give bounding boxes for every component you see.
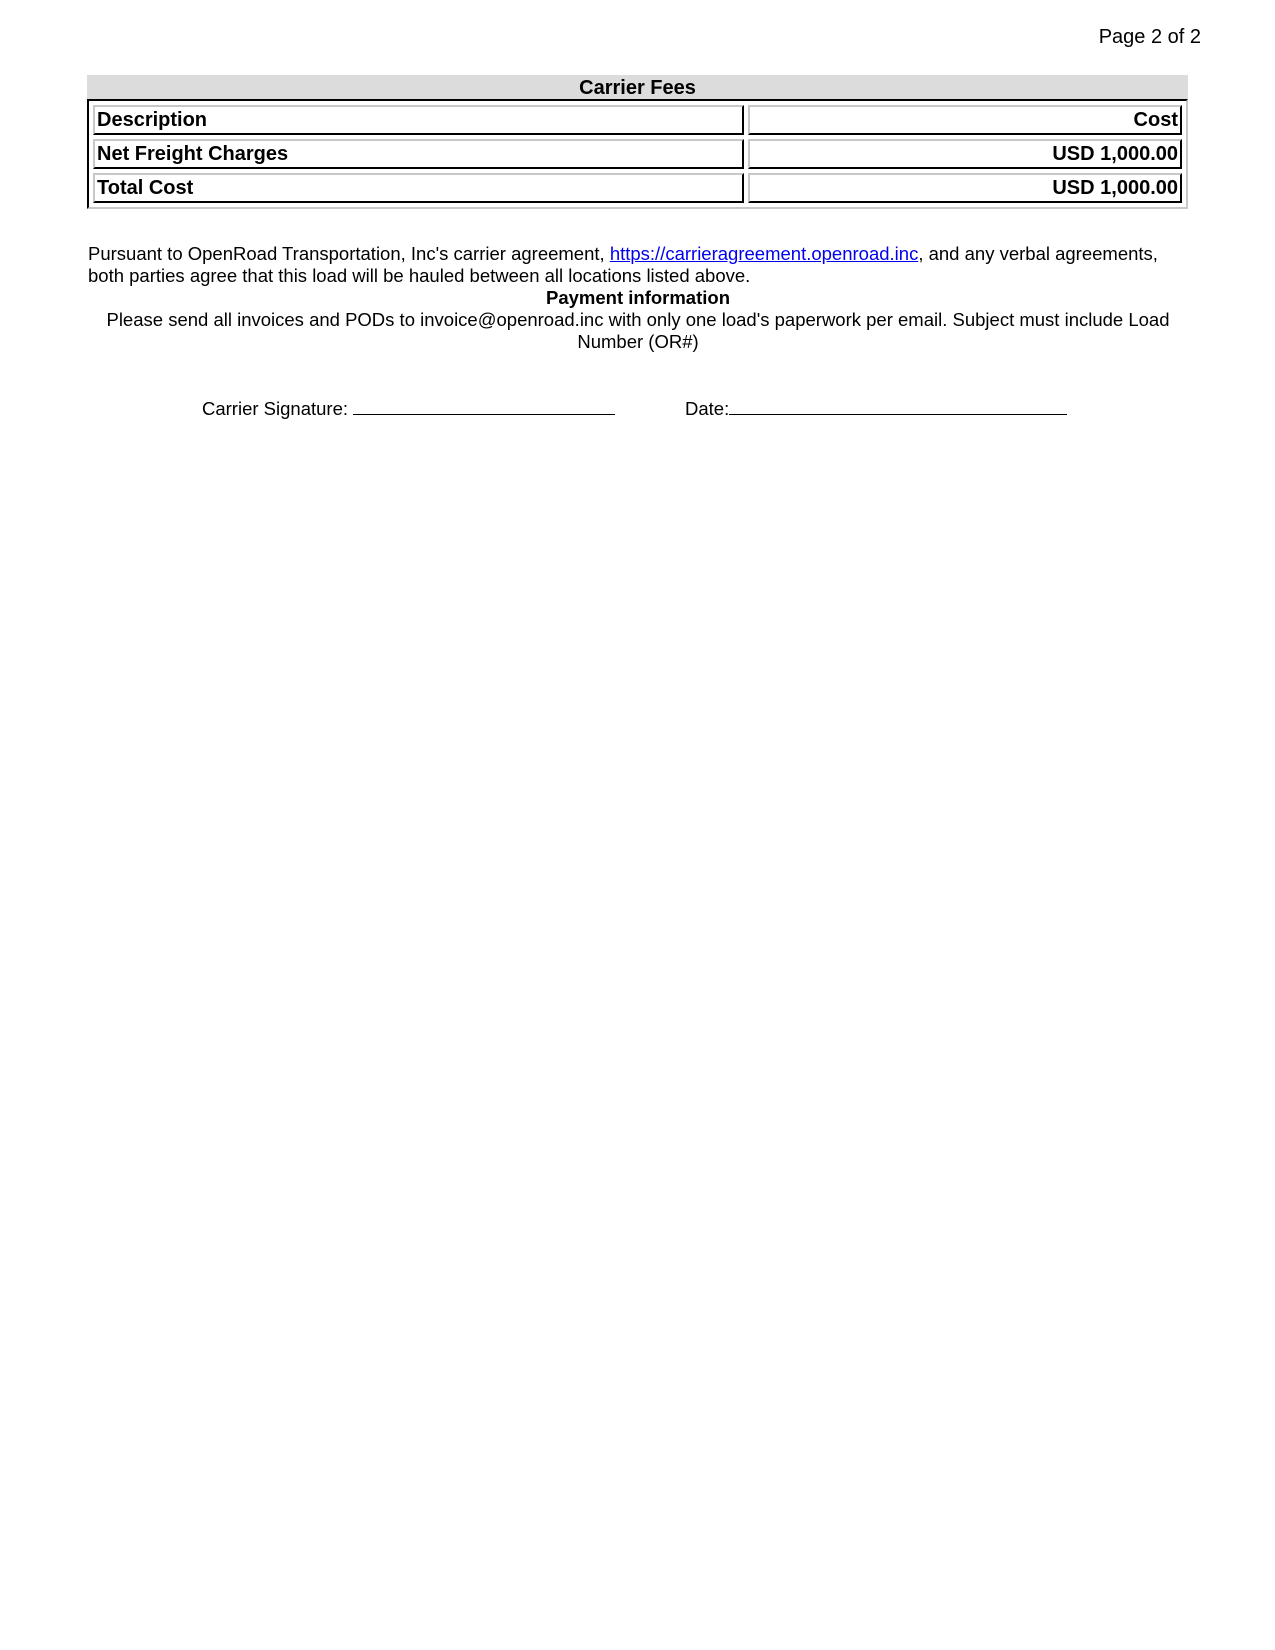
table-row xyxy=(93,139,1182,169)
header-description: Description xyxy=(93,105,744,135)
carrier-fees-table xyxy=(87,99,1188,209)
row-description: Total Cost xyxy=(93,173,744,203)
carrier-fees-section xyxy=(87,75,1188,209)
date-label: Date: xyxy=(685,398,730,419)
date-line xyxy=(685,396,1067,420)
row-description: Net Freight Charges xyxy=(93,139,744,169)
carrier-agreement-link[interactable]: https://carrieragreement.openroad.inc xyxy=(609,243,919,264)
table-row xyxy=(93,173,1182,203)
header-cost: Cost xyxy=(748,105,1182,135)
date-blank xyxy=(729,396,1067,415)
agreement-text-before: Pursuant to OpenRoad Transportation, Inc's carrier agreement, xyxy=(88,243,610,264)
row-cost: USD 1,000.00 xyxy=(748,173,1182,203)
payment-heading: Payment information xyxy=(546,287,730,308)
table-header-row xyxy=(93,105,1182,135)
page-number: Page 2 of 2 xyxy=(1098,26,1201,48)
carrier-signature-line xyxy=(202,396,615,420)
carrier-signature-label: Carrier Signature: xyxy=(202,398,349,419)
agreement-paragraph xyxy=(88,243,1188,287)
payment-instructions: Please send all invoices and PODs to invoice@openroad.inc with only one load's paperwork per email. Subject must include Load Number (OR#) xyxy=(106,309,1170,352)
carrier-signature-blank xyxy=(353,396,615,415)
carrier-fees-title: Carrier Fees xyxy=(87,75,1188,99)
row-cost: USD 1,000.00 xyxy=(748,139,1182,169)
agreement-text-after: , and any verbal agreements, both parties agree that this load will be hauled between all locations listed above. xyxy=(88,243,1158,286)
